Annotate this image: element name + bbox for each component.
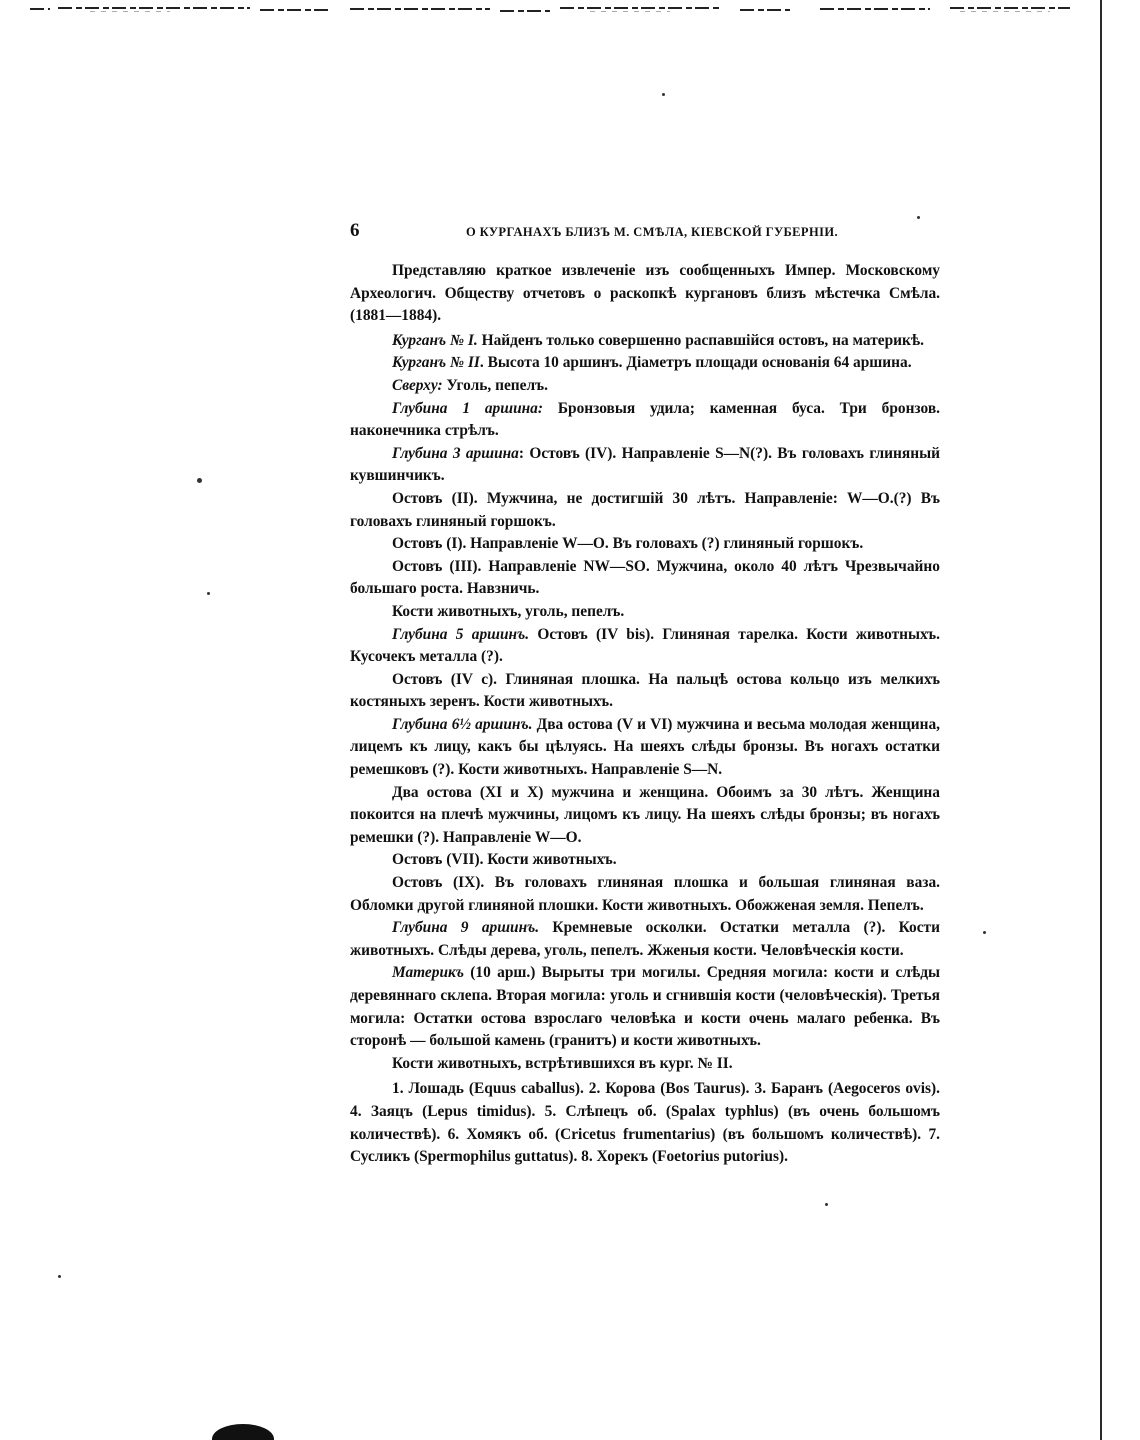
paragraph-label: Сверху:	[392, 376, 443, 394]
page-header	[350, 220, 940, 250]
paragraph-label: Курганъ № II	[392, 354, 480, 372]
paragraph-text: (10 арш.) Вырыты три могилы. Средняя могила: кости и слѣды деревяннаго склепа. Вторая могила: уголь и сгнившія кости (человѣческія). Третья могила: Остатки остова взрослаго человѣка и кости очень малаго ребенка. Въ сторонѣ — большой камень (гранитъ) и кости животныхъ.	[350, 964, 940, 1050]
paragraph-text: Остовъ (IV c). Глиняная плошка. На пальцѣ остова кольцо изъ мелкихъ костяныхъ зеренъ. Кости животныхъ.	[350, 670, 940, 711]
paragraph-skeleton-2	[350, 488, 940, 533]
paragraph-text: Два остова (V и VI) мужчина и весьма молодая женщина, лицемъ къ лицу, какъ бы цѣлуясь. На шеяхъ слѣды бронзы. Въ ногахъ остатки ремешковъ (?). Кости животныхъ. Направленіе S—N.	[350, 715, 940, 779]
paragraph-text: Кости животныхъ, встрѣтившихся въ кург. № II.	[392, 1054, 733, 1072]
scan-speck	[983, 931, 986, 934]
paragraph-label: Глубина 3 аршина	[392, 444, 519, 462]
page-number: 6	[350, 220, 360, 241]
scan-top-edge-noise	[30, 2, 1100, 12]
paragraph-text: Остовъ (III). Направленіе NW—SO. Мужчина, около 40 лѣтъ Чрезвычайно большаго роста. Навзничь.	[350, 557, 940, 598]
paragraph-label: Глубина 5 аршинъ.	[392, 625, 530, 643]
paragraph-text: 1. Лошадь (Equus caballus). 2. Корова (Bos Taurus). 3. Баранъ (Aegoceros ovis). 4. Заяцъ (Lepus timidus). 5. Слѣпецъ об. (Spalax typhlus) (въ очень большомъ количествѣ). 6. Хомякъ об. (Cricetus frumentarius) (въ большомъ количествѣ). 7. Сусликъ (Spermophilus guttatus). 8. Хорекъ (Foetorius putorius).	[350, 1080, 940, 1166]
paragraph-text: Представляю краткое извлеченіе изъ сообщенныхъ Импер. Московскому Археологич. Обществу отчетовъ о раскопкѣ кургановъ близъ мѣстечка Смѣла. (1881—1884).	[350, 262, 940, 325]
paragraph-text: Остовъ (I). Направленіе W—O. Въ головахъ (?) глиняный горшокъ.	[392, 535, 864, 553]
paragraph-text: Уголь, пепелъ.	[442, 376, 548, 394]
scan-speck	[825, 1203, 828, 1206]
paragraph-label: Глубина 1 аршина:	[392, 399, 543, 417]
paragraph-animal-bones-heading	[350, 1053, 940, 1076]
scan-bottom-ink-blot	[212, 1424, 274, 1440]
running-head: О КУРГАНАХЪ БЛИЗЪ М. СМѢЛА, КІЕВСКОЙ ГУБЕРНІИ.	[466, 225, 838, 239]
paragraph-skeleton-4c	[350, 669, 940, 714]
scan-speck	[197, 478, 202, 483]
paragraph-animal-list	[350, 1078, 940, 1168]
paragraph-label: Глубина 9 аршинъ.	[392, 919, 540, 937]
paragraph-text: . Высота 10 аршинъ. Діаметръ площади основанія 64 аршина.	[479, 354, 912, 372]
paragraph-text: : Остовъ (IV). Направленіе S—N(?). Въ головахъ глиняный кувшинчикъ.	[350, 444, 940, 485]
scan-speck	[662, 93, 665, 96]
paragraph-text: Найденъ только совершенно распавшійся остовъ, на материкѣ.	[477, 331, 924, 349]
scan-speck	[917, 216, 920, 219]
paragraph-label: Глубина 6½ аршинъ.	[392, 715, 533, 733]
paragraph-skeleton-9	[350, 872, 940, 917]
paragraph-depth-1	[350, 398, 940, 443]
paragraph-text: Кремневые осколки. Остатки металла (?). Кости животныхъ. Слѣды дерева, уголь, пепелъ. Жженыя кости. Человѣческія кости.	[350, 919, 940, 959]
paragraph-text: Остовъ (II). Мужчина, не достигшій 30 лѣтъ. Направленіе: W—O.(?) Въ головахъ глиняный горшокъ.	[350, 489, 940, 530]
paragraph-depth-6-5	[350, 714, 940, 782]
paragraph-depth-9	[350, 917, 940, 962]
paragraph-skeleton-7	[350, 849, 940, 872]
document-page	[350, 220, 940, 1169]
paragraph-skeleton-1	[350, 533, 940, 556]
paragraph-skeleton-3	[350, 556, 940, 601]
paragraph-text: Остовъ (VII). Кости животныхъ.	[392, 851, 617, 869]
body-text	[350, 260, 940, 1169]
paragraph-label: Материкъ	[392, 964, 464, 982]
paragraph-animal-bones-1	[350, 601, 940, 624]
paragraph-text: Остовъ (IV bis). Глиняная тарелка. Кости животныхъ. Кусочекъ металла (?).	[350, 625, 940, 666]
paragraph-text: Кости животныхъ, уголь, пепелъ.	[392, 602, 625, 620]
paragraph-text: Остовъ (IX). Въ головахъ глиняная плошка и большая глиняная ваза. Обломки другой глиняной плошки. Кости животныхъ. Обожженая земля. Пепелъ.	[350, 874, 940, 914]
scan-right-page-edge	[1100, 0, 1140, 1440]
paragraph-depth-3	[350, 443, 940, 488]
paragraph-text: Два остова (XI и X) мужчина и женщина. Обоимъ за 30 лѣтъ. Женщина покоится на плечѣ мужчины, лицомъ къ лицу. На шеяхъ слѣды бронзы; въ ногахъ ремешки (?). Направленіе W—O.	[350, 783, 940, 846]
paragraph-depth-5	[350, 624, 940, 669]
paragraph-intro	[350, 260, 940, 328]
paragraph-label: Курганъ № I.	[392, 331, 478, 349]
paragraph-bedrock	[350, 962, 940, 1052]
scan-speck	[207, 592, 210, 595]
paragraph-kurgan-1	[350, 330, 940, 353]
paragraph-kurgan-2	[350, 352, 940, 375]
paragraph-text: Бронзовыя удила; каменная буса. Три бронзов. наконечника стрѣлъ.	[350, 399, 941, 440]
paragraph-two-skeletons	[350, 782, 940, 850]
paragraph-top-layer	[350, 375, 940, 398]
scan-speck	[58, 1275, 61, 1278]
